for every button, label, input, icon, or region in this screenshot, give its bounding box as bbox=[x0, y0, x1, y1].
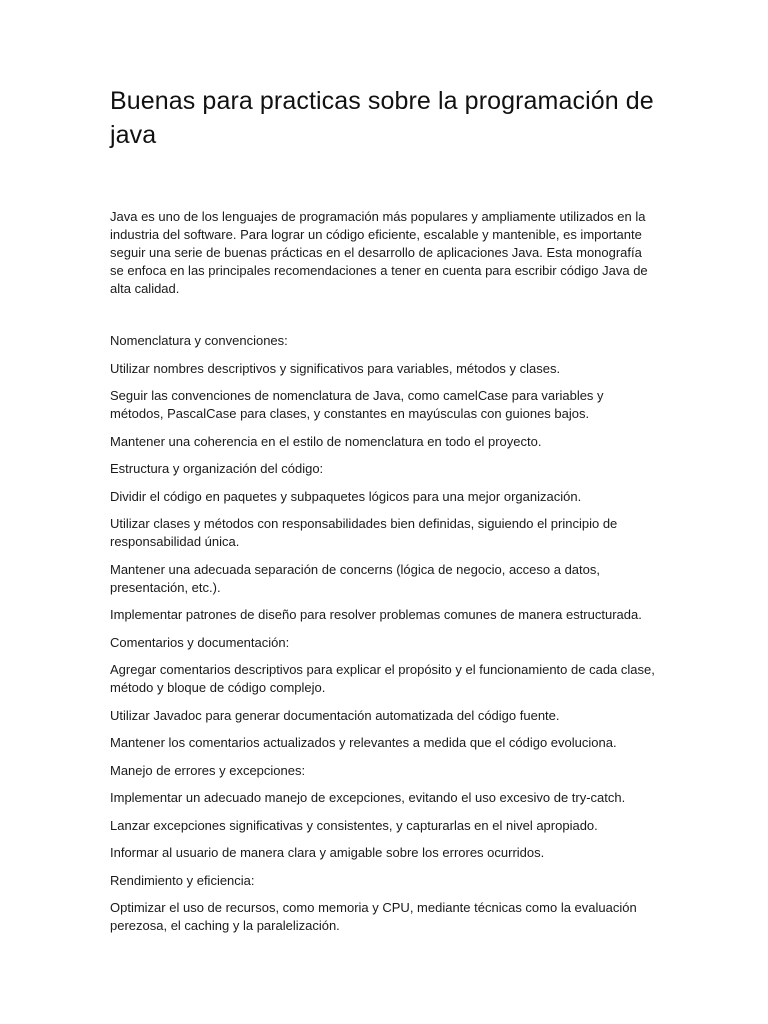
list-item: Mantener una coherencia en el estilo de nomenclatura en todo el proyecto. bbox=[110, 433, 542, 449]
list-item: Utilizar Javadoc para generar documentación automatizada del código fuente. bbox=[110, 707, 560, 723]
list-item: Agregar comentarios descriptivos para explicar el propósito y el funcionamiento de cada clase, método y bloque de código complejo. bbox=[110, 662, 655, 695]
list-item: Lanzar excepciones significativas y consistentes, y capturarlas en el nivel apropiado. bbox=[110, 817, 598, 833]
section-heading-nomenclatura: Nomenclatura y convenciones: bbox=[110, 333, 288, 348]
paragraph-list bbox=[110, 332, 658, 935]
list-item: Utilizar clases y métodos con responsabilidades bien definidas, siguiendo el principio de responsabilidad única. bbox=[110, 516, 618, 549]
list-item: Mantener una adecuada separación de concerns (lógica de negocio, acceso a datos, presentación, etc.). bbox=[110, 561, 600, 595]
section-heading-comentarios: Comentarios y documentación: bbox=[110, 634, 290, 650]
section-heading-errores: Manejo de errores y excepciones: bbox=[110, 762, 306, 778]
document-body bbox=[110, 84, 658, 945]
list-item: Utilizar nombres descriptivos y significativos para variables, métodos y clases. bbox=[110, 360, 561, 376]
intro-paragraph: Java es uno de los lenguajes de programación más populares y ampliamente utilizados en la industria del software. Para lograr un código eficiente, escalable y mantenible, es importante seguir una serie de buenas prácticas en el desarrollo de aplicaciones Java. Esta monografía se enfoca en las principales recomendaciones a tener en cuenta para escribir código Java de alta calidad. bbox=[110, 209, 648, 296]
section-heading-estructura: Estructura y organización del código: bbox=[110, 461, 324, 476]
list-item: Informar al usuario de manera clara y amigable sobre los errores ocurridos. bbox=[110, 845, 545, 860]
document-title: Buenas para practicas sobre la programación de java bbox=[110, 87, 654, 149]
list-item: Optimizar el uso de recursos, como memoria y CPU, mediante técnicas como la evaluación perezosa, el caching y la paralelización. bbox=[110, 900, 637, 933]
list-item: Seguir las convenciones de nomenclatura de Java, como camelCase para variables y métodos, PascalCase para clases, y constantes en mayúsculas con guiones bajos. bbox=[110, 388, 604, 421]
list-item: Implementar un adecuado manejo de excepciones, evitando el uso excesivo de try-catch. bbox=[110, 790, 626, 805]
list-item: Dividir el código en paquetes y subpaquetes lógicos para una mejor organización. bbox=[110, 488, 582, 504]
list-item: Mantener los comentarios actualizados y relevantes a medida que el código evoluciona. bbox=[110, 735, 617, 750]
section-heading-rendimiento: Rendimiento y eficiencia: bbox=[110, 872, 255, 888]
list-item: Implementar patrones de diseño para resolver problemas comunes de manera estructurada. bbox=[110, 607, 642, 622]
